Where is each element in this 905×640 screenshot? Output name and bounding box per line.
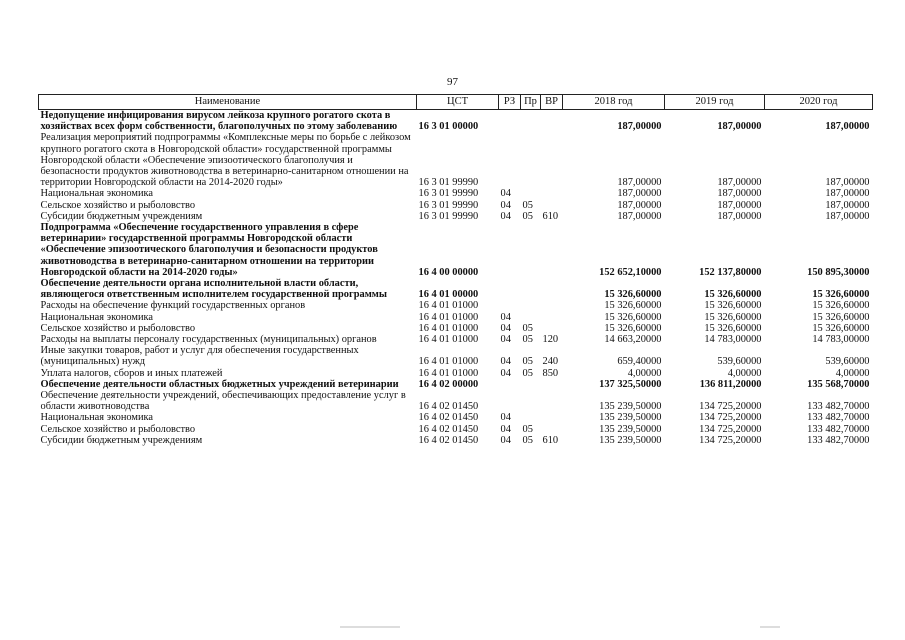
row-vr (541, 300, 563, 311)
row-rz: 04 (500, 367, 511, 379)
row-name: Расходы на выплаты персоналу государственных (муниципальных) органов (40, 334, 377, 346)
row-pr: 05 (522, 334, 533, 346)
row-name: Сельское хозяйство и рыболовство (40, 423, 196, 435)
row-2019: 14 783,00000 (704, 334, 762, 346)
row-2019: 134 725,20000 (699, 423, 762, 435)
row-cst: 16 4 00 00000 (418, 266, 479, 278)
row-2020: 539,60000 (825, 356, 870, 368)
row-rz: 04 (500, 423, 511, 435)
table-body (39, 110, 873, 447)
row-2019: 134 725,20000 (699, 434, 762, 446)
table-row (39, 435, 873, 446)
row-name: Обеспечение деятельности учреждений, обеспечивающих предоставление услуг в области животноводства (40, 390, 406, 413)
row-cst: 16 4 02 01450 (418, 434, 479, 446)
row-2018: 187,00000 (617, 188, 662, 200)
table-row (39, 132, 873, 188)
row-2019: 187,00000 (717, 199, 762, 211)
row-rz (499, 379, 521, 390)
row-cst: 16 3 01 99990 (418, 210, 479, 222)
row-name: Недопущение инфицирования вирусом лейкоза крупного рогатого скота в хозяйствах всех форм собственности, благополучных по этому заболеванию (40, 110, 398, 133)
row-2020: 133 482,70000 (807, 412, 870, 424)
row-pr (521, 278, 541, 300)
row-vr (541, 312, 563, 323)
header-2019: 2019 год (665, 95, 765, 110)
row-2018: 187,00000 (617, 177, 662, 189)
row-2018: 187,00000 (617, 210, 662, 222)
row-vr (541, 110, 563, 133)
table-row (39, 424, 873, 435)
table-row (39, 345, 873, 367)
row-2018: 135 239,50000 (599, 434, 662, 446)
row-2019: 134 725,20000 (699, 401, 762, 413)
row-name: Национальная экономика (40, 311, 154, 323)
row-2020: 15 326,60000 (812, 311, 870, 323)
row-name: Субсидии бюджетным учреждениям (40, 434, 203, 446)
row-2018: 135 239,50000 (599, 412, 662, 424)
row-cst: 16 4 01 01000 (418, 311, 479, 323)
row-rz: 04 (500, 188, 511, 200)
table-row (39, 379, 873, 390)
row-2020: 15 326,60000 (812, 322, 870, 334)
row-pr: 05 (522, 434, 533, 446)
row-2020: 187,00000 (825, 199, 870, 211)
row-2020: 133 482,70000 (807, 423, 870, 435)
row-2018: 659,40000 (617, 356, 662, 368)
row-vr (541, 379, 563, 390)
row-2020: 4,00000 (835, 367, 870, 379)
row-name: Сельское хозяйство и рыболовство (40, 199, 196, 211)
row-vr (541, 424, 563, 435)
row-cst: 16 3 01 99990 (418, 199, 479, 211)
row-2020: 133 482,70000 (807, 434, 870, 446)
table-row (39, 323, 873, 334)
row-cst: 16 4 01 01000 (418, 356, 479, 368)
row-pr: 05 (522, 423, 533, 435)
row-vr: 850 (542, 367, 559, 379)
row-2018: 4,00000 (627, 367, 662, 379)
table-row (39, 188, 873, 199)
table-row (39, 334, 873, 345)
row-2018: 137 325,50000 (599, 378, 662, 390)
row-2018: 135 239,50000 (599, 423, 662, 435)
row-rz: 04 (500, 322, 511, 334)
header-name: Наименование (39, 95, 417, 110)
row-name: Иные закупки товаров, работ и услуг для обеспечения государственных (муниципальных) нужд (40, 345, 359, 368)
table-row (39, 412, 873, 423)
header-vr: ВР (541, 95, 563, 110)
row-vr (541, 222, 563, 278)
row-vr: 120 (542, 334, 559, 346)
row-2018: 15 326,60000 (604, 289, 662, 301)
row-vr (541, 278, 563, 300)
row-2020: 14 783,00000 (812, 334, 870, 346)
row-2018: 135 239,50000 (599, 401, 662, 413)
row-cst: 16 4 01 01000 (418, 334, 479, 346)
row-name: Субсидии бюджетным учреждениям (40, 210, 203, 222)
row-rz: 04 (500, 199, 511, 211)
header-2018: 2018 год (563, 95, 665, 110)
row-cst: 16 3 01 99990 (418, 188, 479, 200)
row-rz (499, 222, 521, 278)
row-2020: 187,00000 (825, 188, 870, 200)
row-pr (521, 312, 541, 323)
row-2020: 150 895,30000 (807, 266, 870, 278)
scan-artifact (760, 626, 780, 628)
row-cst: 16 4 01 01000 (418, 367, 479, 379)
row-rz (499, 110, 521, 133)
row-2019: 187,00000 (717, 188, 762, 200)
row-pr (521, 222, 541, 278)
header-pr: Пр (521, 95, 541, 110)
table-header-row (39, 95, 873, 110)
row-rz: 04 (500, 334, 511, 346)
row-2019: 15 326,60000 (704, 289, 762, 301)
table-row (39, 278, 873, 300)
row-vr (541, 412, 563, 423)
header-cst: ЦСТ (417, 95, 499, 110)
row-2019: 187,00000 (717, 210, 762, 222)
row-vr (541, 390, 563, 412)
row-2019: 539,60000 (717, 356, 762, 368)
row-2019: 15 326,60000 (704, 311, 762, 323)
row-cst: 16 4 01 01000 (418, 322, 479, 334)
row-2020: 15 326,60000 (812, 300, 870, 312)
row-pr (521, 300, 541, 311)
row-vr: 240 (542, 356, 559, 368)
row-cst: 16 4 02 01450 (418, 401, 479, 413)
row-pr: 05 (522, 356, 533, 368)
row-2019: 134 725,20000 (699, 412, 762, 424)
row-2019: 187,00000 (717, 121, 762, 133)
row-2019: 15 326,60000 (704, 322, 762, 334)
budget-table (38, 94, 873, 446)
row-vr (541, 323, 563, 334)
row-name: Реализация мероприятий подпрограммы «Комплексные меры по борьбе с лейкозом крупного рогатого скота в Новгородской области» государственной программы Новгородской области «Обеспечение эпизоотического благополучия и безопасности продуктов животноводства в ветеринарно-санитарном отношении на территории Новгородской области на 2014-2020 годы» (40, 132, 411, 189)
row-pr (521, 379, 541, 390)
row-pr: 05 (522, 199, 533, 211)
row-rz: 04 (500, 434, 511, 446)
row-vr (541, 188, 563, 199)
row-2018: 14 663,20000 (604, 334, 662, 346)
row-2019: 15 326,60000 (704, 300, 762, 312)
row-2020: 187,00000 (825, 121, 870, 133)
row-2018: 15 326,60000 (604, 300, 662, 312)
row-rz: 04 (500, 311, 511, 323)
row-cst: 16 4 02 01450 (418, 412, 479, 424)
row-name: Национальная экономика (40, 188, 154, 200)
row-cst: 16 3 01 99990 (418, 177, 479, 189)
row-vr: 610 (542, 434, 559, 446)
table-row (39, 222, 873, 278)
header-2020: 2020 год (765, 95, 873, 110)
table-row (39, 368, 873, 379)
page-number: 97 (447, 76, 458, 88)
row-2018: 15 326,60000 (604, 322, 662, 334)
row-2020: 187,00000 (825, 177, 870, 189)
row-name: Национальная экономика (40, 412, 154, 424)
row-pr (521, 188, 541, 199)
row-2020: 133 482,70000 (807, 401, 870, 413)
row-2020: 15 326,60000 (812, 289, 870, 301)
table-row (39, 390, 873, 412)
row-pr: 05 (522, 322, 533, 334)
row-pr: 05 (522, 210, 533, 222)
row-cst: 16 4 01 01000 (418, 300, 479, 312)
row-2019: 4,00000 (727, 367, 762, 379)
row-rz (499, 390, 521, 412)
row-2018: 187,00000 (617, 199, 662, 211)
row-rz (499, 278, 521, 300)
row-rz: 04 (500, 210, 511, 222)
row-2020: 135 568,70000 (807, 378, 870, 390)
row-pr (521, 110, 541, 133)
table-row (39, 312, 873, 323)
row-name: Расходы на обеспечение функций государственных органов (40, 300, 306, 312)
row-2019: 187,00000 (717, 177, 762, 189)
table-row (39, 211, 873, 222)
row-pr: 05 (522, 367, 533, 379)
header-rz: РЗ (499, 95, 521, 110)
table-row (39, 110, 873, 133)
row-2018: 187,00000 (617, 121, 662, 133)
row-2020: 187,00000 (825, 210, 870, 222)
row-rz: 04 (500, 356, 511, 368)
row-rz (499, 300, 521, 311)
row-pr (521, 390, 541, 412)
row-2019: 152 137,80000 (699, 266, 762, 278)
row-cst: 16 4 01 00000 (418, 289, 479, 301)
row-rz: 04 (500, 412, 511, 424)
row-name: Сельское хозяйство и рыболовство (40, 322, 196, 334)
row-cst: 16 3 01 00000 (418, 121, 479, 133)
row-cst: 16 4 02 01450 (418, 423, 479, 435)
row-name: Уплата налогов, сборов и иных платежей (40, 367, 223, 379)
scan-artifact (340, 626, 400, 628)
row-vr (541, 200, 563, 211)
row-2018: 152 652,10000 (599, 266, 662, 278)
row-rz (499, 132, 521, 188)
row-pr (521, 132, 541, 188)
row-name: Обеспечение деятельности областных бюджетных учреждений ветеринарии (40, 378, 399, 390)
row-2018: 15 326,60000 (604, 311, 662, 323)
row-pr (521, 412, 541, 423)
row-name: Подпрограмма «Обеспечение государственного управления в сфере ветеринарии» государственной программы Новгородской области «Обеспечение эпизоотического благополучия и безопасности продуктов животноводства в ветеринарно-санитарном отношении на территории Новгородской области на 2014-2020 годы» (40, 222, 378, 278)
table-row (39, 300, 873, 311)
row-2019: 136 811,20000 (699, 378, 762, 390)
row-name: Обеспечение деятельности органа исполнительной власти области, являющегося ответственным исполнителем государственной программы (40, 278, 387, 301)
table-row (39, 200, 873, 211)
row-vr: 610 (542, 210, 559, 222)
row-vr (541, 132, 563, 188)
row-cst: 16 4 02 00000 (418, 378, 479, 390)
